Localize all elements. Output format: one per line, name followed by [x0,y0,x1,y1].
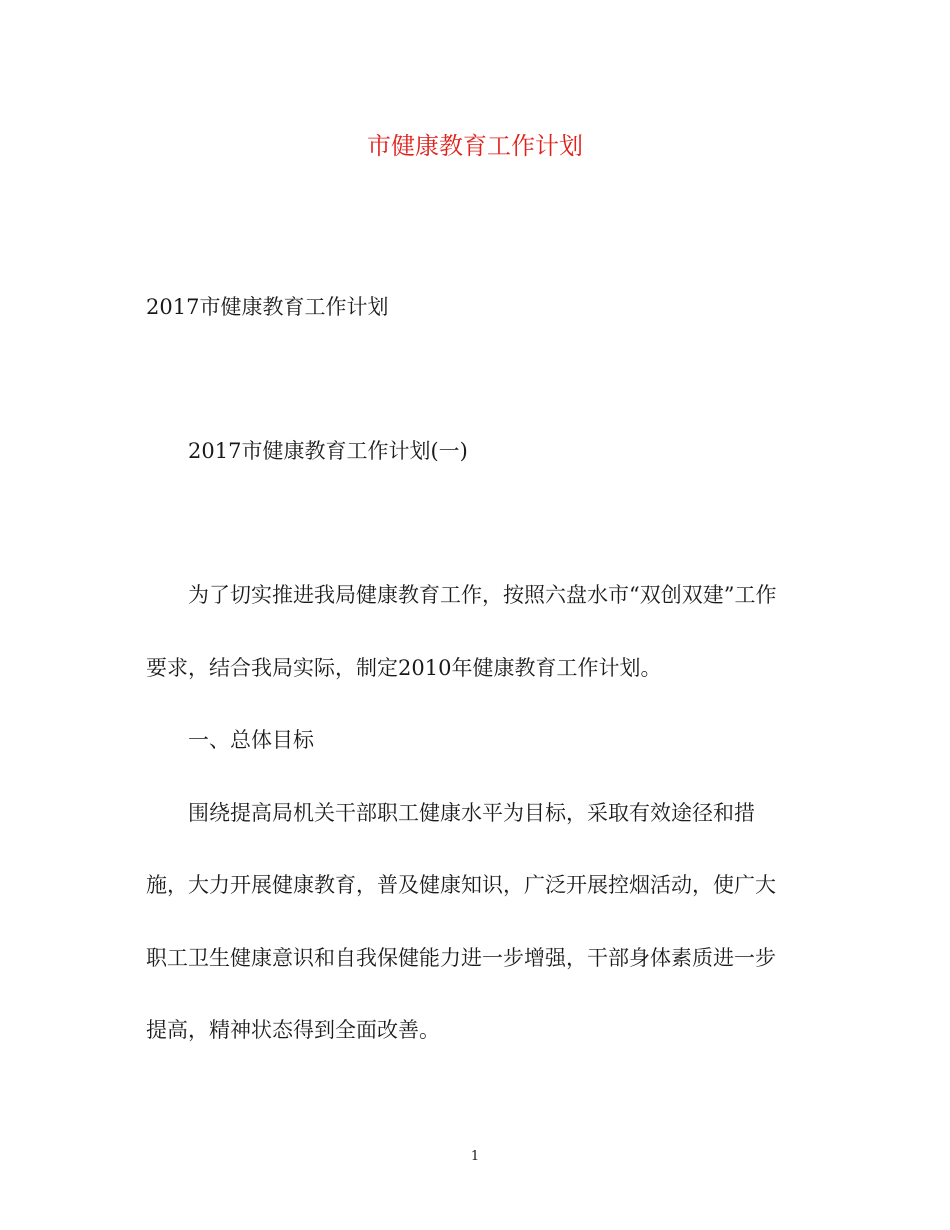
document-subtitle: 2017市健康教育工作计划 [146,295,389,319]
section-heading: 2017市健康教育工作计划(一) [188,439,468,463]
paragraph-3-line-3: 职工卫生健康意识和自我保健能力进一步增强，干部身体素质进一步 [146,946,776,970]
paragraph-1-line-2: 要求，结合我局实际，制定2010年健康教育工作计划。 [146,656,662,680]
page-number: 1 [470,1149,480,1164]
paragraph-3-line-2: 施，大力开展健康教育，普及健康知识，广泛开展控烟活动，使广大 [146,873,776,897]
goal-heading: 一、总体目标 [188,728,314,752]
paragraph-1-line-1: 为了切实推进我局健康教育工作，按照六盘水市“双创双建”工作 [188,583,777,607]
document-title: 市健康教育工作计划 [367,132,583,160]
paragraph-3-line-4: 提高，精神状态得到全面改善。 [146,1018,440,1042]
paragraph-3-line-1: 围绕提高局机关干部职工健康水平为目标，采取有效途径和措 [188,801,755,825]
